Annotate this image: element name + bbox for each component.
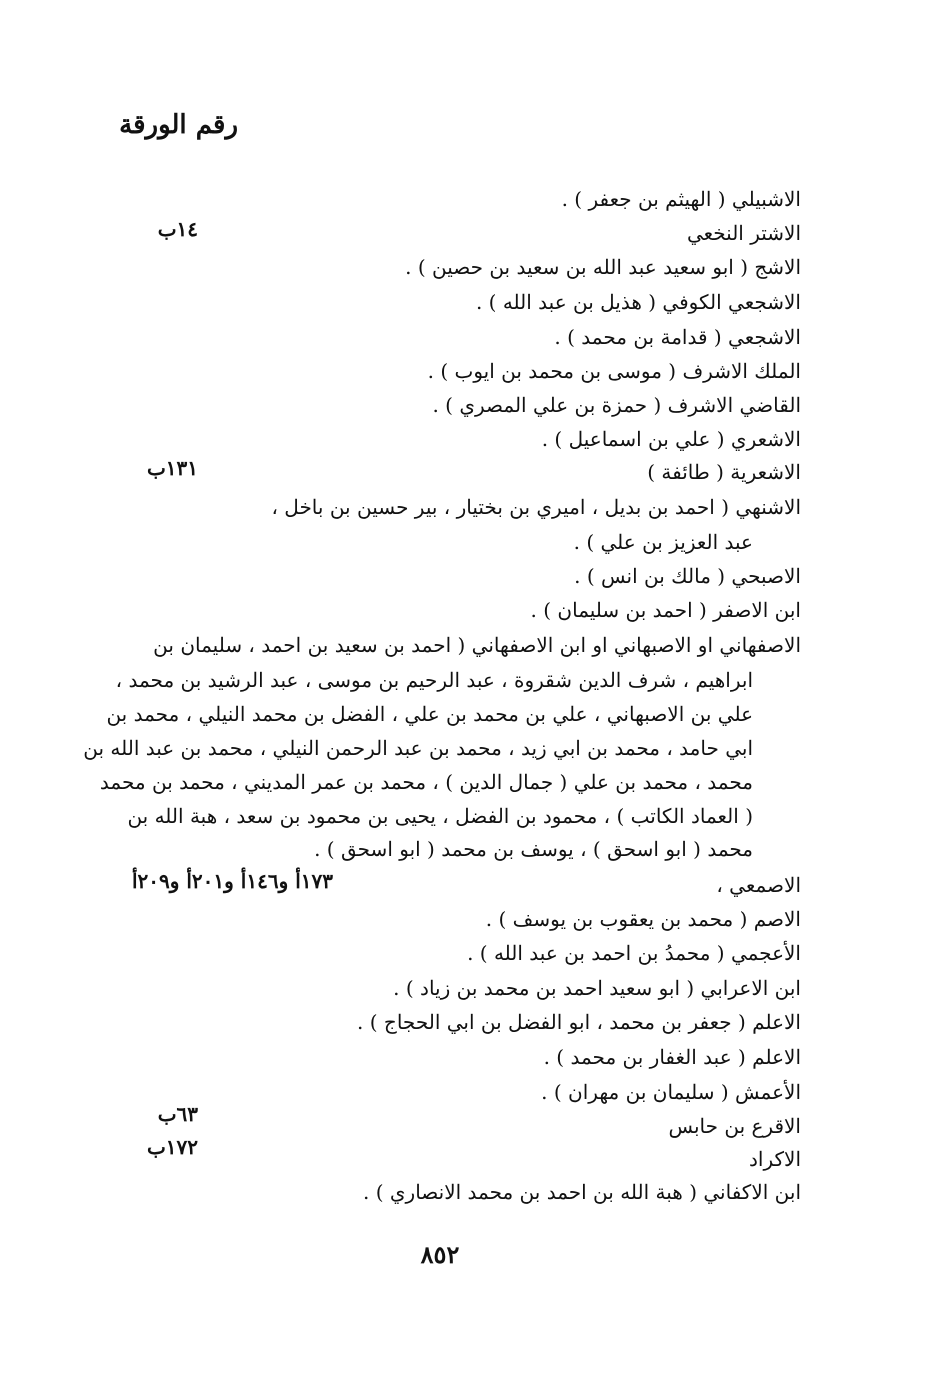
index-entry-continuation: علي بن الاصبهاني ، علي بن محمد بن علي ، الفضل بن محمد النيلي ، محمد بن bbox=[106, 702, 753, 726]
index-entry-continuation: ابي حامد ، محمد بن ابي زيد ، محمد بن عبد الرحمن النيلي ، محمد بن عبد الله بن bbox=[83, 736, 753, 760]
index-entry: الاشتر النخعي bbox=[686, 221, 801, 245]
index-entry: ابن الاكفاني ( هبة الله بن احمد بن محمد الانصاري ) . bbox=[363, 1180, 801, 1204]
sheet-ref: ١٧٣أ و١٤٦أ و٢٠١أ و٢٠٩أ bbox=[131, 869, 333, 893]
index-entry-continuation: ابراهيم ، شرف الدين شقروة ، عبد الرحيم بن موسى ، عبد الرشيد بن محمد ، bbox=[115, 668, 753, 692]
index-entry: الاصفهاني او الاصبهاني او ابن الاصفهاني ( احمد بن سعيد بن احمد ، سليمان بن bbox=[153, 633, 801, 657]
index-entry: الاشجعي ( قدامة بن محمد ) . bbox=[554, 325, 801, 349]
index-entry: ابن الاعرابي ( ابو سعيد احمد بن محمد بن زياد ) . bbox=[393, 976, 801, 1000]
index-entry: الاشج ( ابو سعيد عبد الله بن سعيد بن حصين ) . bbox=[405, 255, 801, 279]
index-entry: الاكراد bbox=[749, 1147, 801, 1171]
index-entry: الاصمعي ، bbox=[716, 873, 801, 897]
index-entry: الأعجمي ( محمدُ بن احمد بن عبد الله ) . bbox=[467, 941, 801, 965]
index-entry: الاشجعي الكوفي ( هذيل بن عبد الله ) . bbox=[475, 290, 801, 314]
index-entry-continuation: ( العماد الكاتب ) ، محمود بن الفضل ، يحيى بن محمود بن سعد ، هبة الله بن bbox=[127, 804, 753, 828]
index-entry: الاعلم ( عبد الغفار بن محمد ) . bbox=[543, 1045, 801, 1069]
index-entry: الاقرع بن حابس bbox=[668, 1114, 801, 1138]
index-entry: الملك الاشرف ( موسى بن محمد بن ايوب ) . bbox=[427, 359, 801, 383]
sheet-ref: ١٧٢ب bbox=[146, 1135, 198, 1159]
index-entry: الاصبحي ( مالك بن انس ) . bbox=[574, 564, 801, 588]
sheet-ref: ١٣١ب bbox=[146, 456, 198, 480]
index-entry: الاعلم ( جعفر بن محمد ، ابو الفضل بن ابي الحجاج ) . bbox=[357, 1010, 801, 1034]
index-entry-continuation: محمد ، محمد بن علي ( جمال الدين ) ، محمد بن عمر المديني ، محمد بن محمد bbox=[99, 770, 753, 794]
index-entry: الاصم ( محمد بن يعقوب بن يوسف ) . bbox=[485, 907, 801, 931]
index-entry: الاشنهي ( احمد بن بديل ، اميري بن بختيار ، بير حسين بن باخل ، bbox=[271, 495, 801, 519]
index-entry: القاضي الاشرف ( حمزة بن علي المصري ) . bbox=[432, 393, 801, 417]
sheet-ref: ٦٣ب bbox=[157, 1102, 198, 1126]
index-entry: الاشبيلي ( الهيثم بن جعفر ) . bbox=[561, 187, 801, 211]
index-entry: الاشعري ( علي بن اسماعيل ) . bbox=[541, 427, 801, 451]
sheet-number-header: رقم الورقة bbox=[119, 110, 238, 140]
index-entry: الأعمش ( سليمان بن مهران ) . bbox=[541, 1080, 801, 1104]
index-entry-continuation: عبد العزيز بن علي ) . bbox=[573, 530, 753, 554]
index-entry: الاشعرية ( طائفة ) bbox=[647, 460, 801, 484]
index-entry: ابن الاصفر ( احمد بن سليمان ) . bbox=[530, 598, 801, 622]
sheet-ref: ١٤ب bbox=[157, 217, 198, 241]
page-number: ٨٥٢ bbox=[420, 1240, 460, 1269]
index-entry-continuation: محمد ( ابو اسحق ) ، يوسف بن محمد ( ابو اسحق ) . bbox=[314, 837, 753, 861]
